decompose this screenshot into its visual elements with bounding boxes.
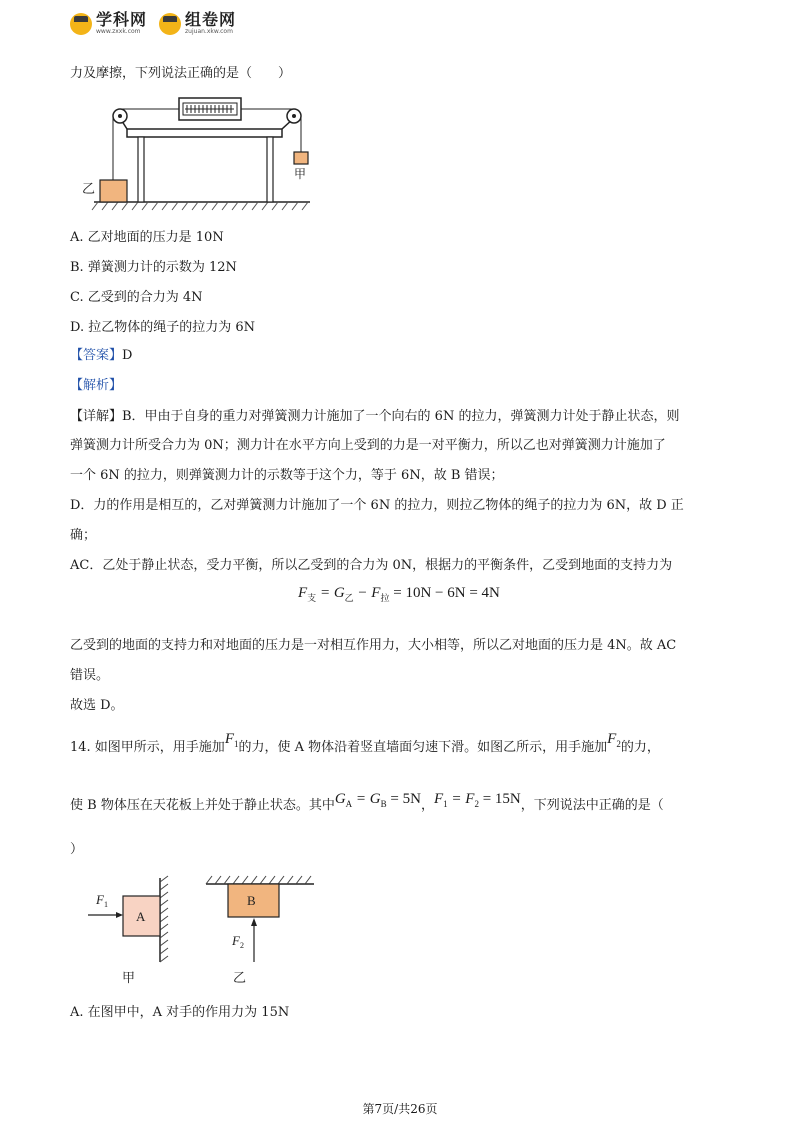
q14-figure bbox=[88, 870, 328, 990]
table-top bbox=[127, 129, 282, 137]
logo-xuekewang bbox=[70, 12, 147, 35]
logo-mascot-icon bbox=[159, 13, 181, 35]
q13-figure bbox=[82, 92, 314, 212]
force-balance-formula: $F_支 = G_乙 - F_拉 = 10N - 6N = 4N$ bbox=[298, 585, 500, 603]
label-fig-jia: 甲 bbox=[122, 970, 136, 985]
logo-title: 学科网 bbox=[96, 10, 148, 29]
answer-tag: 【答案】 bbox=[70, 348, 123, 363]
q13-option-b: B. 弹簧测力计的示数为 12N bbox=[70, 260, 237, 275]
ceiling-hatch bbox=[206, 876, 311, 884]
detail-line: 一个 6N 的拉力，则弹簧测力计的示数等于这个力，等于 6N，故 B 错误； bbox=[70, 468, 504, 483]
block-b-label: B bbox=[247, 893, 256, 908]
label-f2: $F_2$ bbox=[232, 933, 244, 950]
label-yi: 乙 bbox=[82, 181, 96, 196]
logo-subtitle: zujuan.xkw.com bbox=[185, 28, 233, 35]
q14-stem-line2: 使 B 物体压在天花板上并处于静止状态。其中$G_A = G_B = 5N$，$F_1 = F_2 = 15N$，下列说法中正确的是（ bbox=[70, 791, 664, 813]
q13-option-a: A. 乙对地面的压力是 10N bbox=[70, 230, 224, 245]
logo-subtitle: www.zxxk.com bbox=[96, 28, 141, 35]
conclusion-line: 乙受到的地面的支持力和对地面的压力是一对相互作用力，大小相等，所以乙对地面的压力是 4N。故 AC bbox=[70, 638, 677, 653]
q14-stem-line1: 14. 如图甲所示，用手施加$F_1$的力，使 A 物体沿着竖直墙面匀速下滑。如图乙所示，用手施加$F_2$的力， bbox=[70, 731, 660, 755]
detail-line: 弹簧测力计所受合力为 0N；测力计在水平方向上受到的力是一对平衡力，所以乙也对弹簧测力计施加了 bbox=[70, 438, 666, 453]
analysis-tag: 【解析】 bbox=[70, 378, 123, 393]
detail-line: 确； bbox=[70, 528, 97, 543]
detail-line: D．力的作用是相互的，乙对弹簧测力计施加了一个 6N 的拉力，则拉乙物体的绳子的拉力为 6N，故 D 正 bbox=[70, 498, 684, 513]
conclusion-line: 错误。 bbox=[70, 668, 110, 683]
q13-answer bbox=[70, 346, 132, 366]
block-yi bbox=[100, 180, 127, 202]
logo-mascot-icon bbox=[70, 13, 92, 35]
logo-title: 组卷网 bbox=[185, 10, 237, 29]
answer-value: D bbox=[122, 348, 133, 363]
detail-line: 【详解】B．甲由于自身的重力对弹簧测力计施加了一个向右的 6N 的拉力，弹簧测力计处于静止状态，则 bbox=[70, 409, 680, 424]
q14-stem-line3: ） bbox=[70, 842, 84, 857]
label-jia: 甲 bbox=[294, 167, 307, 181]
q13-option-d: D. 拉乙物体的绳子的拉力为 6N bbox=[70, 320, 256, 335]
block-a-label: A bbox=[136, 909, 146, 924]
logo-zujuanwang bbox=[159, 12, 236, 35]
block-jia bbox=[294, 152, 308, 164]
label-f1: $F_1$ bbox=[96, 892, 108, 909]
conclusion-line: 故选 D。 bbox=[70, 698, 124, 713]
q13-option-c: C. 乙受到的合力为 4N bbox=[70, 290, 203, 305]
header-logos bbox=[70, 12, 236, 35]
table-leg-left bbox=[138, 137, 144, 202]
q14-option-a: A. 在图甲中，A 对手的作用力为 15N bbox=[70, 1005, 290, 1020]
table-leg-right bbox=[267, 137, 273, 202]
q13-stem: 力及摩擦，下列说法正确的是（ ） bbox=[70, 66, 292, 81]
ground-hatch bbox=[92, 202, 308, 210]
wall-hatch bbox=[160, 876, 168, 962]
label-fig-yi: 乙 bbox=[233, 970, 247, 985]
detail-line: AC．乙处于静止状态，受力平衡，所以乙受到的合力为 0N，根据力的平衡条件，乙受到地面的支持力为 bbox=[70, 558, 673, 573]
page-number: 第7页/共26页 bbox=[362, 1102, 438, 1116]
